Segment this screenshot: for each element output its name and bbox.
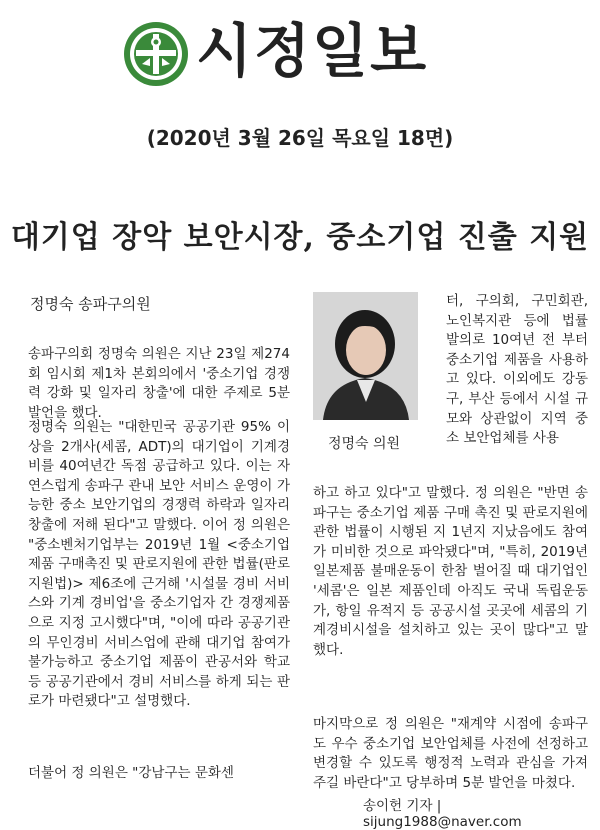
photo-caption: 정명숙 의원 — [328, 436, 401, 452]
byline: 정명숙 송파구의원 — [30, 295, 151, 313]
paragraph-continued-top: 터, 구의회, 구민회관, 노인복지관 등에 법률 발의로 10여년 전 부터 중소기업 제품을 사용하고 있다. 이외에도 강동구, 부산 등에서 시설 규모와 상관없이 지역 중소 보안업체를 사용 — [446, 293, 588, 447]
paragraph-closing: 마지막으로 정 의원은 "재계약 시점에 송파구도 우수 중소기업 보안업체를 사전에 선정하고 변경할 수 있도록 행정적 노력과 관심을 가져 주길 바란다"고 당부하며 5분 발언을 마쳤다. — [313, 716, 588, 791]
masthead-title: 시정일보 — [196, 17, 429, 85]
headline: 대기업 장악 보안시장, 중소기업 진출 지원 — [10, 220, 590, 255]
paragraph-intro: 송파구의회 정명숙 의원은 지난 23일 제274회 임시회 제1차 본회의에서 '중소기업 경쟁력 강화 및 일자리 창출'에 대한 주제로 5분 발언을 했다. — [28, 346, 290, 421]
paragraph-continued-start: 더불어 정 의원은 "강남구는 문화센 — [28, 765, 234, 781]
dateline: (2020년 3월 26일 목요일 18면) — [146, 126, 454, 150]
paragraph-continued-rest: 하고 하고 있다"고 말했다. 정 의원은 "반면 송파구는 중소기업 제품 구매 촉진 및 판로지원에 관한 법률이 시행된 지 1년지 지났음에도 참여가 미비한 것으로 파악됐다"며, "특히, 2019년 일본제품 불매운동이 한참 벌어질 때 대기업인 '세콤'은 일본 제품인데 아직도 국내 독립운동가, 항일 유적지 등 공공시설 곳곳에 세콤의 기계경비시설을 설치하고 있는 곳이 많다"고 말했다. — [313, 485, 588, 658]
paragraph-statement: 정명숙 의원는 "대한민국 공공기관 95% 이상을 2개사(세콤, ADT)의 대기업이 기계경비를 40여년간 독점 공급하고 있다. 이는 자연스럽게 송파구 관내 보안 서비스 운영이 가능한 중소 보안기업의 경쟁력 하락과 일자리 창출에 저해 된다"고 말했다. 이어 정 의원은 "중소벤처기업부는 2019년 1월 <중소기업제품 구매촉진 및 판로지원에 관한 법률(판로지원법)> 제6조에 근거해 '시설물 경비 서비스와 기계 경비업'을 중소기업자 간 경쟁제품으로 지정 고시했다"며, "이에 따라 공공기관의 무인경비 서비스업에 관해 대기업 참여가 불가능하고 중소기업 제품이 관공서와 학교 등 공공기관에서 경비 서비스를 하게 되는 판로가 마련됐다"고 설명했다. — [28, 419, 290, 710]
portrait-photo — [313, 292, 418, 420]
masthead — [122, 14, 462, 88]
portrait-image — [313, 292, 418, 420]
reporter-credit: 송이헌 기자 | sijung1988@naver.com — [363, 798, 522, 830]
seal-emblem-icon — [122, 20, 190, 88]
